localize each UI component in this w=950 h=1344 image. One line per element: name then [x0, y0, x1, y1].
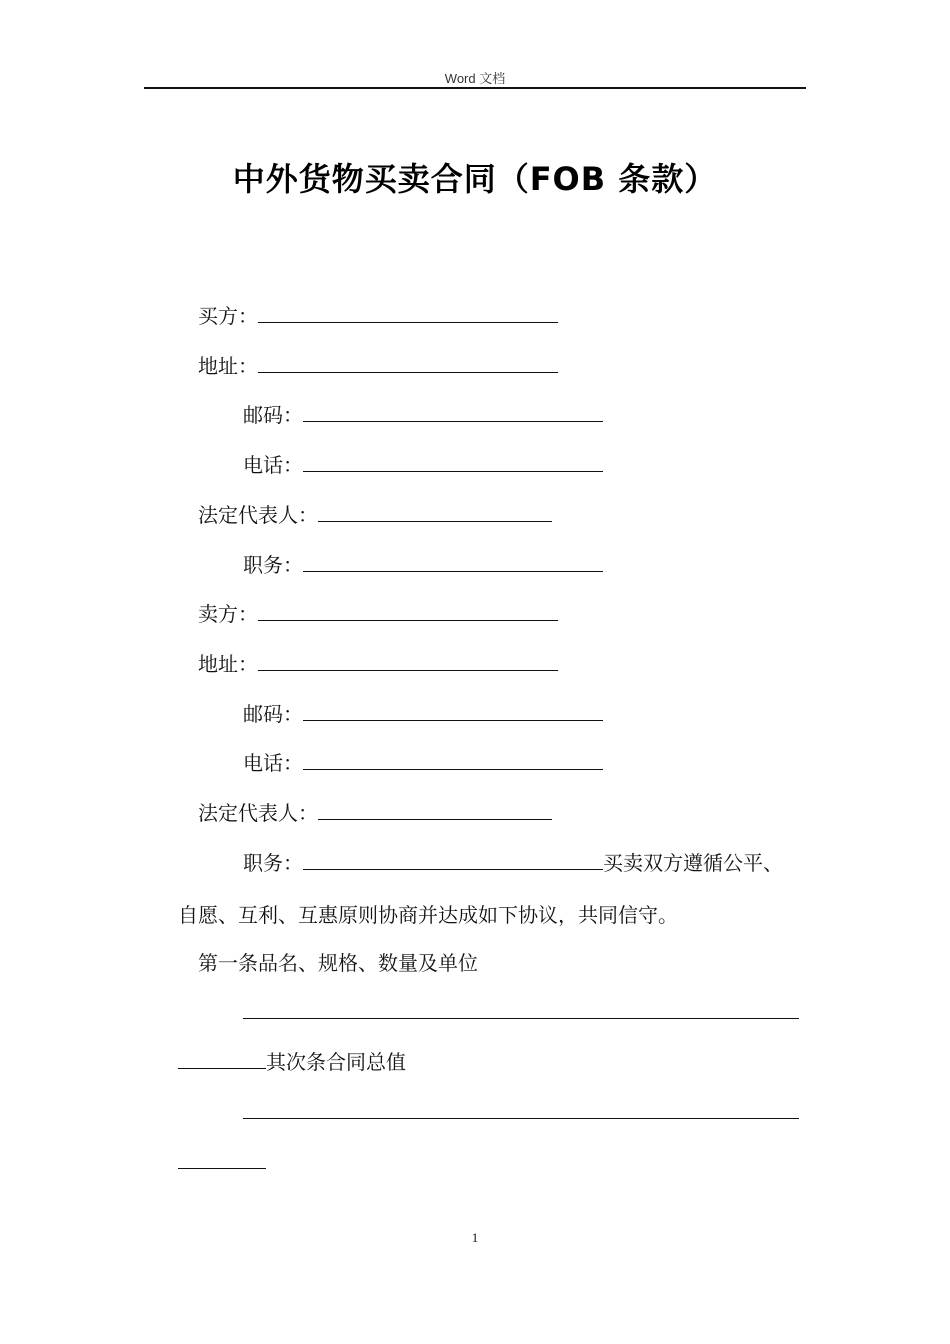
- article-1-blank-line: [243, 998, 799, 1026]
- buyer-position-line: [243, 551, 603, 579]
- seller-label: 卖方：: [198, 602, 258, 626]
- intro-tail: 买卖双方遵循公平、: [603, 851, 783, 875]
- buyer-phone-blank[interactable]: [303, 451, 603, 472]
- page-number: 1: [471, 1230, 479, 1245]
- seller-phone-label: 电话：: [243, 751, 303, 775]
- document-title: 中外货物买卖合同（FOB 条款）: [232, 160, 718, 198]
- buyer-phone-label: 电话：: [243, 453, 303, 477]
- seller-position-line: [243, 849, 783, 877]
- buyer-phone-line: [243, 451, 603, 479]
- buyer-address-label: 地址：: [198, 354, 258, 378]
- buyer-postcode-line: [243, 401, 603, 429]
- seller-line: [198, 600, 558, 628]
- buyer-position-label: 职务：: [243, 553, 303, 577]
- article-2-line: [178, 1048, 406, 1076]
- seller-position-label: 职务：: [243, 851, 303, 875]
- article-1-heading: 第一条品名、规格、数量及单位: [198, 951, 478, 975]
- header-rule: [144, 87, 806, 89]
- article-2-blank-continuation-line: [178, 1148, 266, 1176]
- seller-blank[interactable]: [258, 600, 558, 621]
- seller-phone-blank[interactable]: [303, 749, 603, 770]
- buyer-address-blank[interactable]: [258, 352, 558, 373]
- seller-address-blank[interactable]: [258, 650, 558, 671]
- page-header: Word 文档: [444, 71, 506, 86]
- seller-legal-rep-line: [198, 799, 552, 827]
- seller-postcode-blank[interactable]: [303, 700, 603, 721]
- article-2-blank-line: [243, 1098, 799, 1126]
- buyer-position-blank[interactable]: [303, 551, 603, 572]
- seller-legal-rep-label: 法定代表人：: [198, 801, 318, 825]
- buyer-postcode-label: 邮码：: [243, 403, 303, 427]
- buyer-legal-rep-blank[interactable]: [318, 501, 552, 522]
- buyer-postcode-blank[interactable]: [303, 401, 603, 422]
- seller-address-line: [198, 650, 558, 678]
- buyer-blank[interactable]: [258, 302, 558, 323]
- seller-legal-rep-blank[interactable]: [318, 799, 552, 820]
- intro-line-2: 自愿、互利、互惠原则协商并达成如下协议，共同信守。: [178, 903, 678, 927]
- buyer-legal-rep-label: 法定代表人：: [198, 503, 318, 527]
- seller-postcode-line: [243, 700, 603, 728]
- seller-phone-line: [243, 749, 603, 777]
- seller-address-label: 地址：: [198, 652, 258, 676]
- buyer-label: 买方：: [198, 304, 258, 328]
- seller-postcode-label: 邮码：: [243, 702, 303, 726]
- buyer-legal-rep-line: [198, 501, 552, 529]
- buyer-address-line: [198, 352, 558, 380]
- article-1-blank[interactable]: [243, 998, 799, 1019]
- buyer-line: [198, 302, 558, 330]
- article-2-blank[interactable]: [243, 1098, 799, 1119]
- article-1-blank-continuation[interactable]: [178, 1048, 266, 1069]
- seller-position-blank[interactable]: [303, 849, 603, 870]
- article-2-heading: 其次条合同总值: [266, 1050, 406, 1074]
- article-2-blank-continuation[interactable]: [178, 1148, 266, 1169]
